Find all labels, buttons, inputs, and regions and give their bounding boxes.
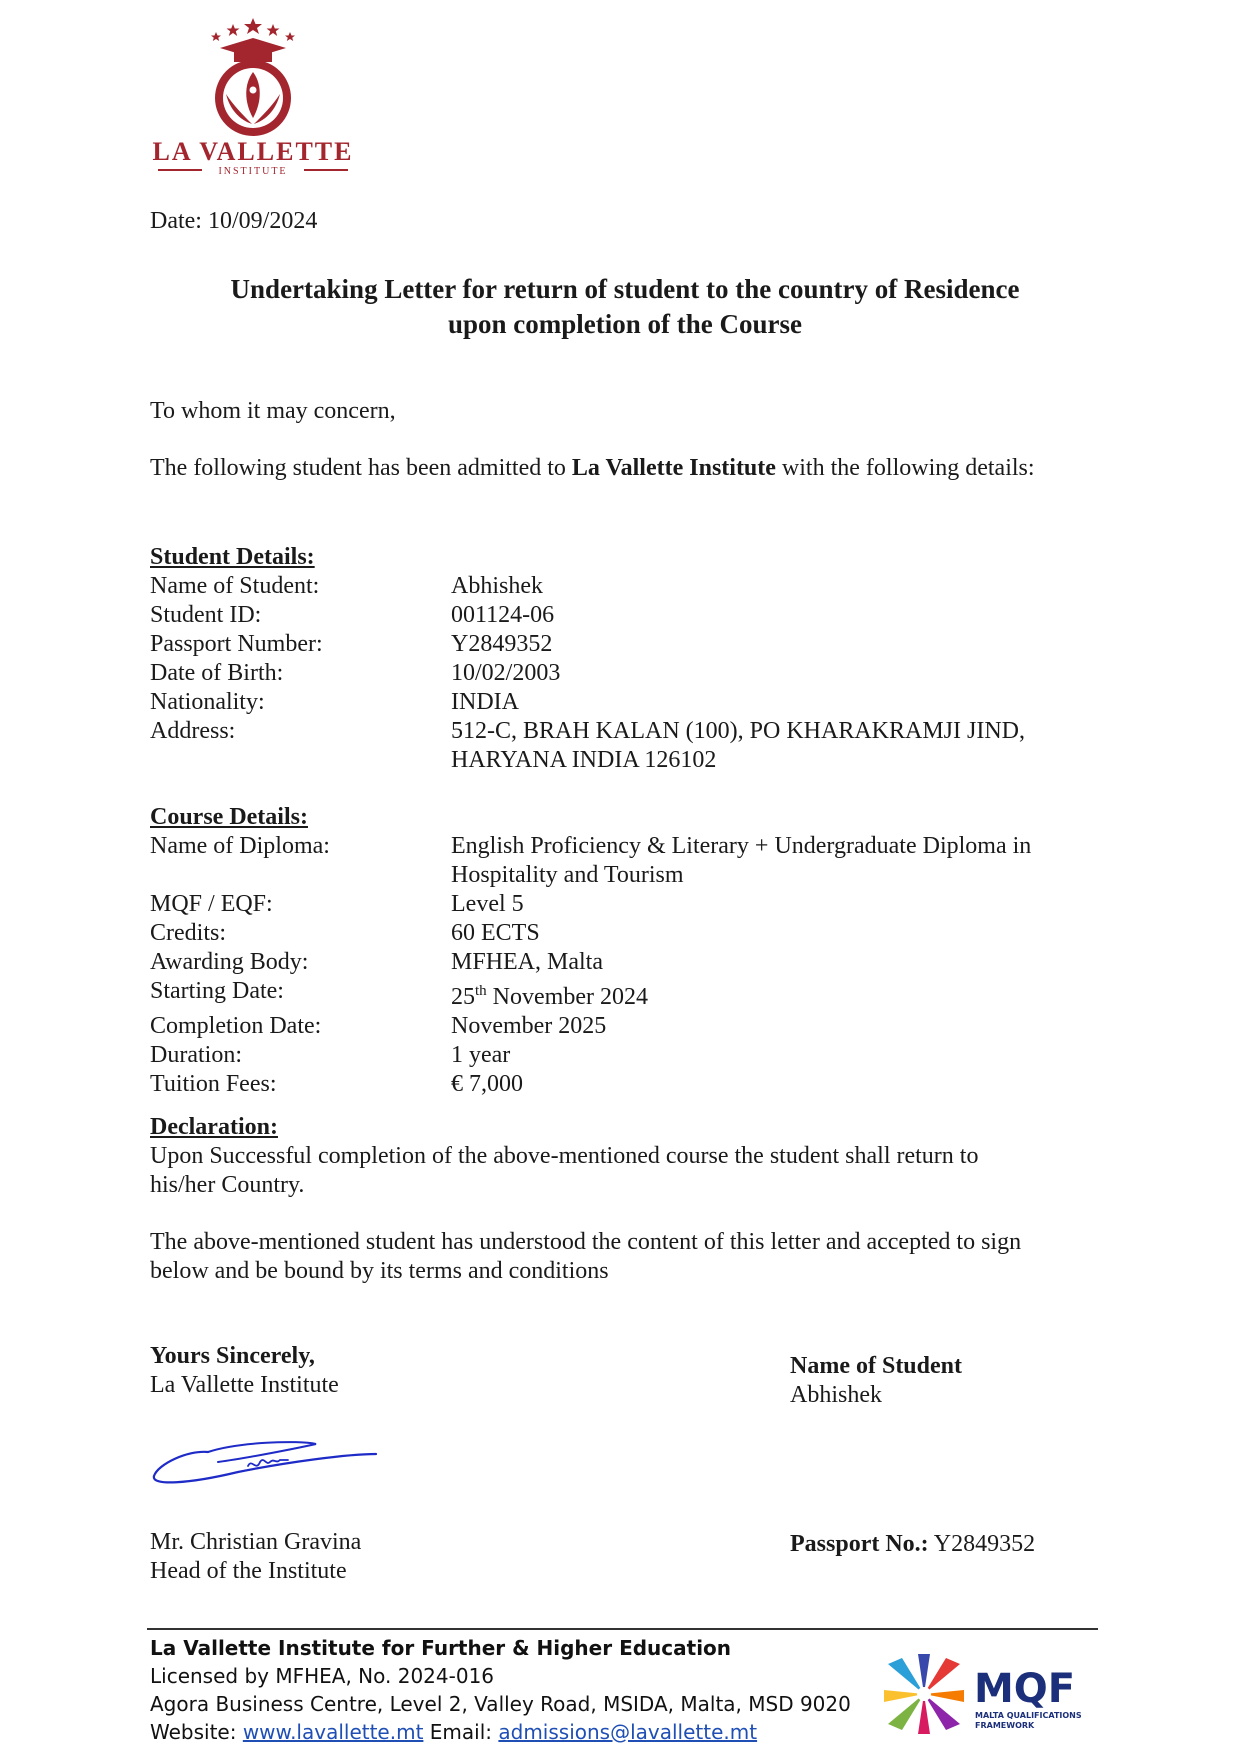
svg-text:MQF: MQF xyxy=(974,1666,1076,1712)
passport-number-row: Passport Number: Y2849352 xyxy=(150,631,553,657)
student-name-heading: Name of Student xyxy=(790,1353,962,1379)
awarding-body-row: Awarding Body: MFHEA, Malta xyxy=(150,949,603,975)
closing-org: La Vallette Institute xyxy=(150,1372,339,1398)
footer xyxy=(150,1634,851,1746)
address-row: Address: 512-C, BRAH KALAN (100), PO KHARAKRAMJI JIND, HARYANA INDIA 126102 xyxy=(150,718,1026,773)
signer-role: Head of the Institute xyxy=(150,1558,347,1584)
mqf-logo xyxy=(882,1652,1094,1736)
completion-date-row: Completion Date: November 2025 xyxy=(150,1013,607,1039)
handwritten-signature xyxy=(148,1432,380,1496)
footer-license: Licensed by MFHEA, No. 2024-016 xyxy=(150,1664,495,1688)
starting-date-row: Starting Date: 25th November 2024 xyxy=(150,978,648,1010)
declaration-paragraph-2: The above-mentioned student has understood the content of this letter and accepted to sign below and be bound by its terms and conditions xyxy=(150,1229,1022,1284)
la-vallette-logo xyxy=(148,10,358,182)
mqf-eqf-row: MQF / EQF: Level 5 xyxy=(150,891,524,917)
tuition-fees-row: Tuition Fees: € 7,000 xyxy=(150,1071,523,1097)
student-details-table xyxy=(150,572,1090,775)
svg-text:INSTITUTE: INSTITUTE xyxy=(218,166,288,177)
student-name-row: Name of Student: Abhishek xyxy=(150,573,543,599)
student-sign-block xyxy=(790,1352,962,1410)
credits-row: Credits: 60 ECTS xyxy=(150,920,540,946)
svg-text:LA VALLETTE: LA VALLETTE xyxy=(152,137,354,166)
course-details-table xyxy=(150,832,1090,1099)
diploma-name-row: Name of Diploma: English Proficiency & Literary + Undergraduate Diploma in Hospitality and Tourism xyxy=(150,833,1032,888)
closing-block xyxy=(150,1342,339,1400)
title-line-2: upon completion of the Course xyxy=(447,309,802,339)
student-name-sign: Abhishek xyxy=(790,1382,882,1408)
intro-paragraph: The following student has been admitted to La Vallette Institute with the following details: xyxy=(150,455,1035,481)
course-details-heading: Course Details: xyxy=(150,804,308,830)
svg-text:FRAMEWORK: FRAMEWORK xyxy=(975,1721,1035,1730)
footer-contact: Website: www.lavallette.mt Email: admissions@lavallette.mt xyxy=(150,1720,758,1744)
student-details-heading: Student Details: xyxy=(150,544,315,570)
svg-text:MALTA QUALIFICATIONS: MALTA QUALIFICATIONS xyxy=(975,1711,1082,1720)
duration-row: Duration: 1 year xyxy=(150,1042,511,1068)
letter-title xyxy=(150,272,1100,342)
closing: Yours Sincerely, xyxy=(150,1343,315,1369)
signer-name: Mr. Christian Gravina xyxy=(150,1529,362,1555)
nationality-row: Nationality: INDIA xyxy=(150,689,519,715)
student-id-row: Student ID: 001124-06 xyxy=(150,602,555,628)
signer-block xyxy=(150,1528,361,1586)
footer-address: Agora Business Centre, Level 2, Valley Road, MSIDA, Malta, MSD 9020 xyxy=(150,1692,851,1716)
salutation: To whom it may concern, xyxy=(150,398,396,424)
passport-line: Passport No.: Y2849352 xyxy=(790,1531,1036,1557)
footer-divider xyxy=(147,1628,1098,1630)
title-line-1: Undertaking Letter for return of student to the country of Residence xyxy=(230,274,1020,304)
letter-date: Date: 10/09/2024 xyxy=(150,208,318,234)
website-link[interactable]: www.lavallette.mt xyxy=(242,1720,424,1744)
declaration-heading: Declaration: xyxy=(150,1114,278,1140)
footer-institute-name: La Vallette Institute for Further & Higher Education xyxy=(150,1636,732,1660)
date-of-birth-row: Date of Birth: 10/02/2003 xyxy=(150,660,561,686)
email-link[interactable]: admissions@lavallette.mt xyxy=(498,1720,758,1744)
declaration-paragraph-1: Upon Successful completion of the above-mentioned course the student shall return to his/her Country. xyxy=(150,1143,979,1198)
